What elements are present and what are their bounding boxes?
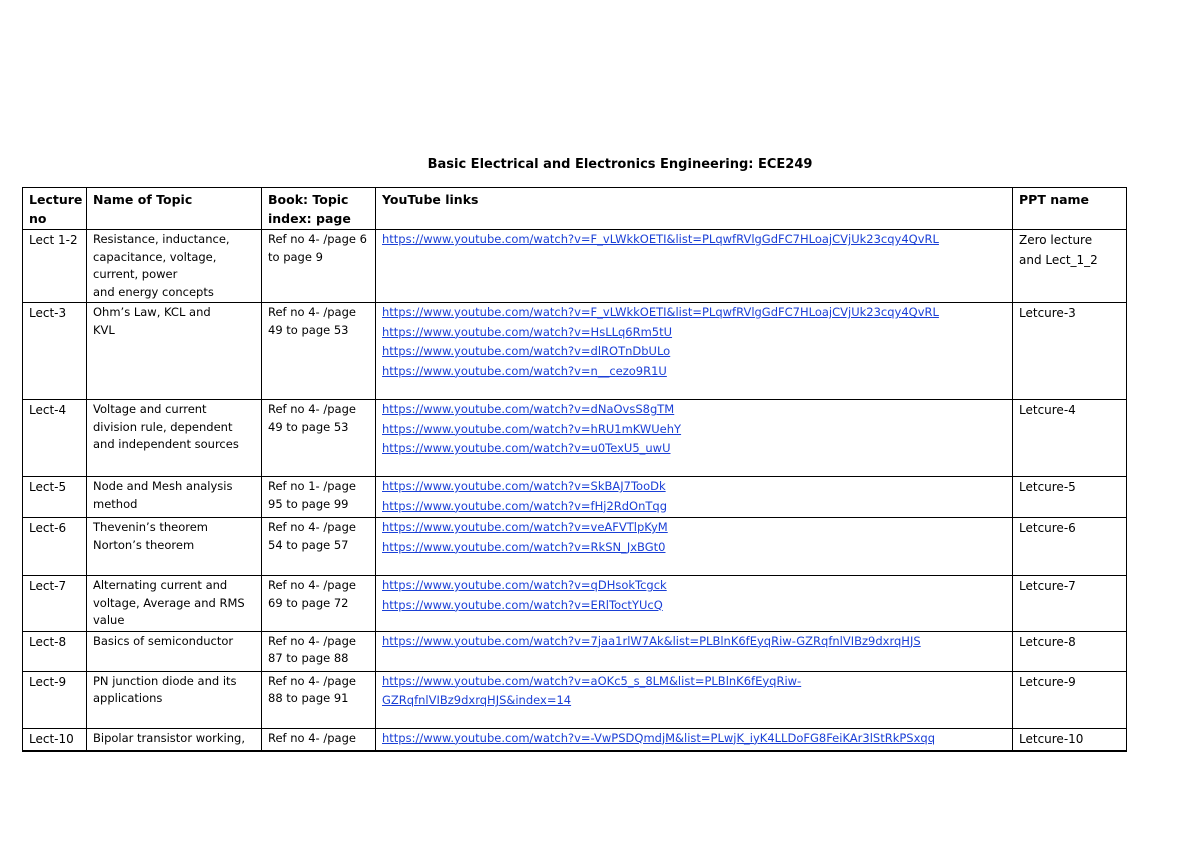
header-topic-name: Name of Topic <box>87 188 262 230</box>
youtube-link[interactable]: https://www.youtube.com/watch?v=n__cezo9R1U <box>382 363 667 378</box>
cell-lecture-no: Lect-10 <box>23 728 87 751</box>
cell-youtube-links <box>376 631 1013 671</box>
cell-book-index-line: 87 to page 88 <box>268 651 349 665</box>
cell-youtube-links <box>376 303 1013 400</box>
cell-youtube-links <box>376 230 1013 303</box>
table-row <box>23 631 1127 671</box>
table-row <box>23 400 1127 477</box>
cell-topic-name-line: Resistance, inductance, <box>93 232 230 246</box>
header-youtube-links: YouTube links <box>376 188 1013 230</box>
cell-topic-name-line: Norton’s theorem <box>93 537 195 552</box>
cell-book-index-line: Ref no 4- /page <box>268 402 356 416</box>
youtube-link[interactable]: GZRqfnlVIBz9dxrqHJS&index=14 <box>382 693 572 707</box>
cell-ppt-name <box>1013 518 1127 576</box>
cell-ppt-name-line: Letcure-9 <box>1019 674 1076 689</box>
cell-ppt-name <box>1013 576 1127 632</box>
cell-book-index <box>262 230 376 303</box>
cell-topic-name <box>87 728 262 751</box>
cell-lecture-no: Lect-9 <box>23 671 87 728</box>
youtube-link[interactable]: https://www.youtube.com/watch?v=HsLLq6Rm5tU <box>382 324 673 339</box>
header-ppt-name: PPT name <box>1013 188 1127 230</box>
cell-topic-name <box>87 477 262 518</box>
cell-book-index-line: 69 to page 72 <box>268 595 349 610</box>
cell-topic-name-line: Bipolar transistor working, <box>93 730 245 745</box>
youtube-link[interactable]: https://www.youtube.com/watch?v=fHj2RdOnTqg <box>382 498 668 513</box>
cell-topic-name-line: Node and Mesh analysis <box>93 479 233 493</box>
cell-ppt-name <box>1013 631 1127 671</box>
cell-topic-name-line: Basics of semiconductor <box>93 633 234 648</box>
cell-ppt-name <box>1013 477 1127 518</box>
table-row <box>23 671 1127 728</box>
cell-book-index-line: to page 9 <box>268 249 323 264</box>
youtube-link[interactable]: https://www.youtube.com/watch?v=RkSN_JxBGt0 <box>382 539 666 554</box>
cell-ppt-name-line: Letcure-6 <box>1019 521 1076 535</box>
youtube-link[interactable]: https://www.youtube.com/watch?v=u0TexU5_uwU <box>382 441 671 455</box>
cell-book-index-line: Ref no 4- /page <box>268 730 356 745</box>
lecture-table <box>22 187 1127 752</box>
youtube-link[interactable]: https://www.youtube.com/watch?v=F_vLWkkOETI&list=PLqwfRVlgGdFC7HLoajCVjUk23cqy4QvRL <box>382 232 939 246</box>
cell-book-index-line: Ref no 1- /page <box>268 479 356 493</box>
cell-youtube-links <box>376 576 1013 632</box>
table-row <box>23 518 1127 576</box>
cell-topic-name-line: Alternating current and <box>93 578 228 592</box>
cell-lecture-no: Lect-7 <box>23 576 87 632</box>
cell-topic-name-line: division rule, dependent <box>93 419 233 434</box>
cell-topic-name-line: method <box>93 496 138 511</box>
cell-ppt-name-line: Letcure-3 <box>1019 306 1076 320</box>
table-row <box>23 728 1127 751</box>
document-title: Basic Electrical and Electronics Engineering: ECE249 <box>427 157 813 172</box>
cell-book-index-line: Ref no 4- /page 6 <box>268 232 367 246</box>
cell-book-index-line: Ref no 4- /page <box>268 578 356 592</box>
cell-topic-name <box>87 400 262 477</box>
cell-topic-name-line: capacitance, voltage, <box>93 249 217 264</box>
cell-topic-name <box>87 671 262 728</box>
cell-topic-name <box>87 518 262 576</box>
youtube-link[interactable]: https://www.youtube.com/watch?v=dlROTnDbULo <box>382 344 671 358</box>
cell-topic-name-line: PN junction diode and its <box>93 673 237 688</box>
cell-book-index-line: Ref no 4- /page <box>268 673 356 688</box>
cell-ppt-name-line: Letcure-5 <box>1019 480 1076 494</box>
cell-youtube-links <box>376 477 1013 518</box>
cell-book-index <box>262 303 376 400</box>
cell-topic-name-line: and energy concepts <box>93 284 214 299</box>
cell-youtube-links <box>376 518 1013 576</box>
cell-ppt-name-line: Letcure-4 <box>1019 403 1076 417</box>
cell-book-index <box>262 576 376 632</box>
cell-topic-name-line: and independent sources <box>93 437 239 451</box>
table-row <box>23 477 1127 518</box>
cell-lecture-no: Lect-4 <box>23 400 87 477</box>
cell-topic-name-line: Voltage and current <box>93 402 207 416</box>
cell-ppt-name-line: Letcure-7 <box>1019 579 1076 593</box>
table-row <box>23 230 1127 303</box>
table-row <box>23 303 1127 400</box>
cell-topic-name <box>87 303 262 400</box>
cell-lecture-no: Lect-5 <box>23 477 87 518</box>
cell-book-index <box>262 671 376 728</box>
cell-ppt-name <box>1013 400 1127 477</box>
youtube-link[interactable]: https://www.youtube.com/watch?v=SkBAJ7TooDk <box>382 479 666 493</box>
youtube-link[interactable]: https://www.youtube.com/watch?v=hRU1mKWUehY <box>382 421 682 436</box>
cell-book-index-line: Ref no 4- /page <box>268 305 356 319</box>
youtube-link[interactable]: https://www.youtube.com/watch?v=veAFVTlpKyM <box>382 520 668 534</box>
cell-book-index-line: 88 to page 91 <box>268 691 349 705</box>
cell-ppt-name-line: Letcure-8 <box>1019 634 1076 649</box>
cell-ppt-name-line: Letcure-10 <box>1019 731 1084 746</box>
cell-book-index <box>262 400 376 477</box>
cell-book-index <box>262 518 376 576</box>
cell-book-index-line: 95 to page 99 <box>268 496 349 511</box>
cell-topic-name-line: KVL <box>93 322 115 337</box>
youtube-link[interactable]: https://www.youtube.com/watch?v=aOKc5_s_8LM&list=PLBlnK6fEyqRiw- <box>382 673 802 688</box>
cell-book-index-line: 54 to page 57 <box>268 537 349 552</box>
youtube-link[interactable]: https://www.youtube.com/watch?v=F_vLWkkOETI&list=PLqwfRVlgGdFC7HLoajCVjUk23cqy4QvRL <box>382 305 939 319</box>
cell-topic-name <box>87 230 262 303</box>
cell-topic-name-line: Thevenin’s theorem <box>93 520 209 534</box>
cell-topic-name <box>87 576 262 632</box>
cell-book-index-line: 49 to page 53 <box>268 419 349 434</box>
cell-topic-name-line: current, power <box>93 267 178 281</box>
cell-youtube-links <box>376 671 1013 728</box>
cell-ppt-name <box>1013 728 1127 751</box>
cell-topic-name-line: voltage, Average and RMS <box>93 595 245 610</box>
table-header-row <box>23 188 1127 230</box>
cell-book-index-line: Ref no 4- /page <box>268 633 356 648</box>
cell-lecture-no: Lect-8 <box>23 631 87 671</box>
youtube-link[interactable]: https://www.youtube.com/watch?v=ERlToctYUcQ <box>382 597 663 612</box>
cell-book-index <box>262 477 376 518</box>
youtube-link[interactable]: https://www.youtube.com/watch?v=7jaa1rlW7Ak&list=PLBlnK6fEyqRiw-GZRqfnlVIBz9dxrqHJS <box>382 633 921 648</box>
cell-book-index-line: Ref no 4- /page <box>268 520 356 534</box>
cell-book-index-line: 49 to page 53 <box>268 322 349 337</box>
cell-ppt-name-line: and Lect_1_2 <box>1019 252 1098 267</box>
cell-topic-name-line: value <box>93 613 125 627</box>
cell-youtube-links <box>376 728 1013 751</box>
header-lecture-no: Lecture no <box>23 188 87 230</box>
cell-ppt-name <box>1013 230 1127 303</box>
cell-lecture-no: Lect-6 <box>23 518 87 576</box>
cell-topic-name <box>87 631 262 671</box>
cell-book-index <box>262 631 376 671</box>
cell-youtube-links <box>376 400 1013 477</box>
cell-lecture-no: Lect-3 <box>23 303 87 400</box>
cell-book-index <box>262 728 376 751</box>
cell-lecture-no: Lect 1-2 <box>23 230 87 303</box>
table-row <box>23 576 1127 632</box>
cell-topic-name-line: applications <box>93 691 163 705</box>
cell-ppt-name <box>1013 671 1127 728</box>
youtube-link[interactable]: https://www.youtube.com/watch?v=-VwPSDQmdjM&list=PLwjK_iyK4LLDoFG8FeiKAr3lStRkPSxqq <box>382 730 935 745</box>
cell-ppt-name <box>1013 303 1127 400</box>
cell-topic-name-line: Ohm’s Law, KCL and <box>93 305 211 319</box>
cell-ppt-name-line: Zero lecture <box>1019 233 1093 247</box>
youtube-link[interactable]: https://www.youtube.com/watch?v=qDHsokTcgck <box>382 578 667 592</box>
header-book-index: Book: Topic index: page <box>262 188 376 230</box>
youtube-link[interactable]: https://www.youtube.com/watch?v=dNaOvsS8gTM <box>382 402 675 416</box>
